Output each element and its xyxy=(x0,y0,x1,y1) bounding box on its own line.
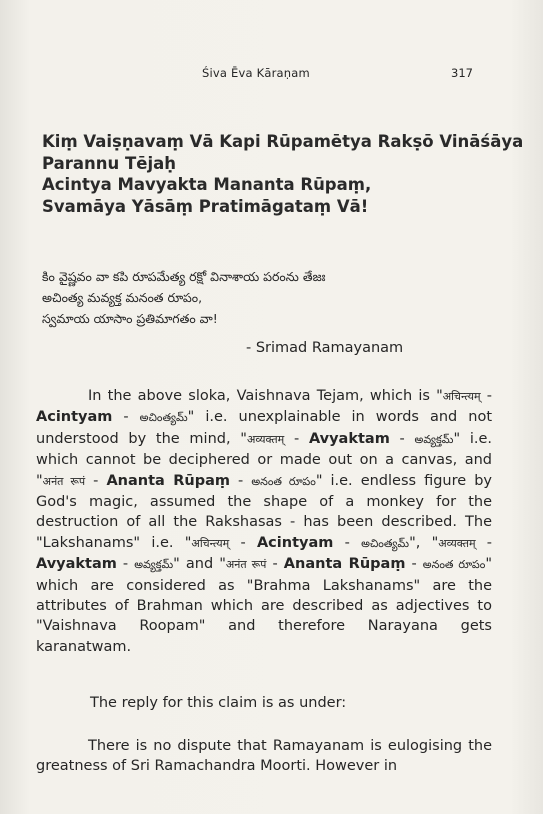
sloka-line: Svamāya Yāsāṃ Pratimāgataṃ Vā! xyxy=(42,196,369,216)
telugu-term: అనంత రూపం xyxy=(251,474,316,488)
telugu-line: స్వమాయ యాసాం ప్రతిమాగతం వా! xyxy=(42,311,218,326)
sloka-line: Kiṃ Vaiṣṇavaṃ Vā Kapi Rūpamētya Rakṣō Vināśāya xyxy=(42,132,524,151)
telugu-term: అవ్యక్తమ్ xyxy=(134,558,174,572)
telugu-term: అవ్యక్తమ్ xyxy=(414,432,454,446)
devanagari-term: अव्यक्तम् xyxy=(246,432,285,446)
telugu-term: అనంత రూపం xyxy=(422,558,486,572)
term-bold: Acintyam xyxy=(36,409,113,426)
telugu-line: కిం వైష్ణవం వా కపి రూపమేత్య రక్షో వినాశాయ పరంను తేజః xyxy=(42,269,326,284)
sloka-line: Acintya Mavyakta Mananta Rūpaṃ, xyxy=(42,175,372,194)
body-paragraph: In the above sloka, Vaishnava Tejam, which is "अचिन्त्यम् - Acintyam - అచింత్యమ్" i.e. unexplainable in words and not understood by the mind, "अव्यक्तम् - Avyaktam - అవ్యక్తమ్" i.e. which cannot be deciphered or made out on a canvas, and "अनंत रूपं - Ananta Rūpaṃ - అనంత రూపం" i.e. endless figure by God's magic, assumed the shape of a monkey for the destruction of all the Rakshasas - has been described. The "Lakshanams" i.e. "अचिन्त्यम् - Acintyam - అచింత్యమ్", "अव्यक्तम् - Avyaktam - అవ్యక్తమ్" and "अनंत रूपं - Ananta Rūpaṃ - అనంత రూపం" which are considered as "Brahma Lakshanams" are the attributes of Brahman which are described as adjectives to "Vaishnava Roopam" and therefore Narayana gets karanatwam. xyxy=(36,388,493,655)
term-bold: Avyaktam xyxy=(308,430,390,447)
telugu-line: అచింత్య మవ్యక్త మనంత రూపం, xyxy=(42,290,203,305)
running-header xyxy=(0,66,543,84)
term-bold: Acintyam xyxy=(256,534,334,551)
sloka-line: Parannu Tējaḥ xyxy=(42,153,177,173)
devanagari-term: अचिन्त्यम् xyxy=(191,536,230,550)
body-paragraph: The reply for this claim is as under: xyxy=(90,695,347,711)
telugu-term: అచింత్యమ్ xyxy=(139,411,188,425)
devanagari-term: अनंत रूपं xyxy=(42,474,86,488)
sloka-transliteration xyxy=(42,131,524,217)
devanagari-term: अनंत रूपं xyxy=(225,558,267,572)
sloka-telugu xyxy=(42,266,462,329)
term-bold: Ananta Rūpaṃ xyxy=(106,472,231,489)
sloka-source: - Srimad Ramayanam xyxy=(246,340,404,356)
chapter-title: Śiva Ēva Kāraṇam xyxy=(202,66,310,80)
telugu-term: అచింత్యమ్ xyxy=(361,536,410,550)
devanagari-term: अचिन्त्यम् xyxy=(442,390,481,403)
body-paragraph: There is no dispute that Ramayanam is eulogising the greatness of Sri Ramachandra Moorti. However in xyxy=(36,738,492,775)
devanagari-term: अव्यक्तम् xyxy=(438,536,476,550)
term-bold: Avyaktam xyxy=(36,556,117,573)
term-bold: Ananta Rūpaṃ xyxy=(283,556,406,573)
page-number: 317 xyxy=(451,66,473,80)
